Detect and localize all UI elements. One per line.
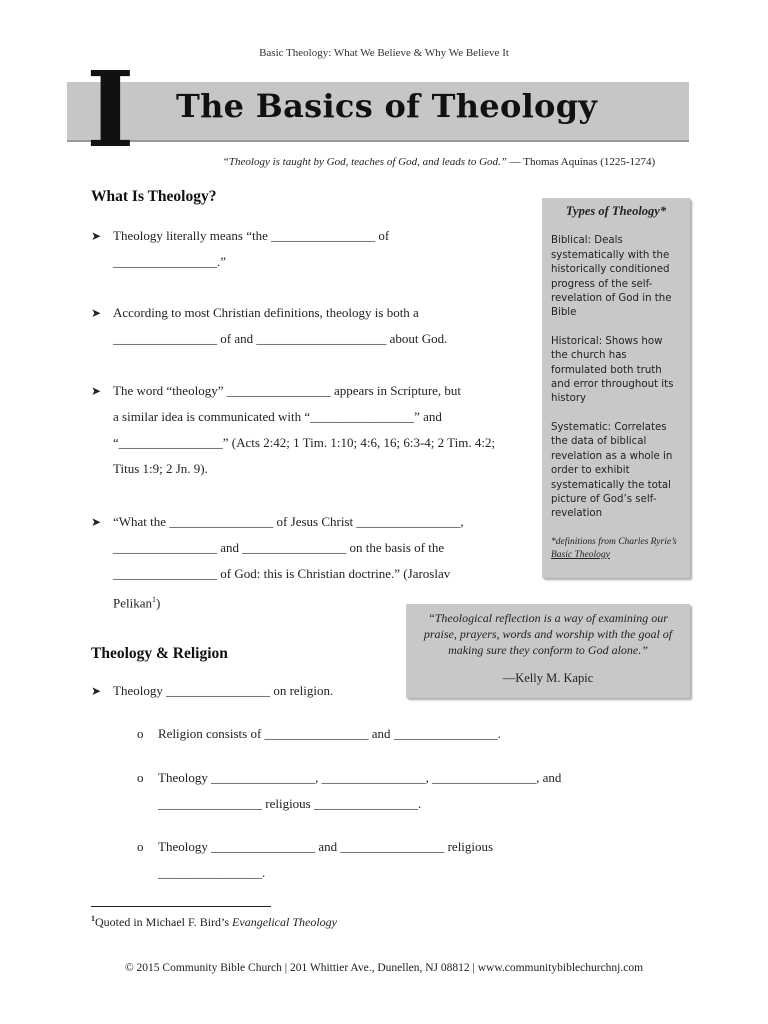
bullet-text: ) — [156, 595, 161, 611]
sidebar-note — [551, 536, 681, 562]
bullet-item — [91, 378, 531, 482]
bullet-line: The word “theology” ________________ appears in Scripture, but — [113, 383, 462, 398]
arrow-bullet-icon: ➤ — [91, 306, 102, 320]
footnote-ref: 1 — [152, 595, 156, 604]
bullet-text: Pelikan — [113, 595, 152, 611]
sub-bullet-item — [137, 834, 617, 886]
epigraph-attribution: — Thomas Aquinas (1225-1274) — [506, 156, 656, 168]
sidebar-title: Types of Theology* — [565, 204, 667, 218]
footnote-divider — [91, 906, 271, 907]
bullet-line: ________________ and ________________ on the basis of the — [113, 540, 445, 555]
circle-bullet-icon: o — [137, 726, 144, 741]
kapic-quote-box — [406, 604, 690, 698]
epigraph-text: “Theology is taught by God, teaches of God, and leads to God.” — [222, 156, 507, 168]
bullet-line: According to most Christian definitions, theology is both a — [113, 305, 419, 320]
types-of-theology-sidebar — [542, 198, 690, 578]
sub-bullet-item — [137, 765, 617, 817]
section-heading-what-is-theology: What Is Theology? — [91, 188, 217, 205]
bullet-item — [91, 509, 531, 616]
sub-bullet-line: Religion consists of ________________ and ________________. — [158, 726, 502, 741]
bullet-line: ________________ of God: this is Christian doctrine.” (Jaroslav — [113, 566, 451, 581]
page-footer: © 2015 Community Bible Church | 201 Whittier Ave., Dunellen, NJ 08812 | www.communitybiblechurchnj.com — [124, 962, 644, 974]
bullet-line: “What the ________________ of Jesus Christ ________________, — [113, 514, 464, 529]
sidebar-note-book: Basic Theology — [551, 549, 610, 560]
kapic-quote: “Theological reflection is a way of examining our praise, prayers, words and worship with the goal of making sure they conform to God alone.” — [423, 611, 673, 657]
sidebar-biblical: Biblical: Deals systematically with the historically conditioned progress of the self-revelation of God in the Bible — [551, 235, 672, 319]
bullet-line: Theology ________________ on religion. — [113, 683, 334, 698]
bullet-line: ________________.” — [113, 254, 227, 269]
bullet-line: ________________ of and ____________________ about God. — [113, 331, 448, 346]
circle-bullet-icon: o — [137, 839, 144, 854]
bullet-line: Titus 1:9; 2 Jn. 9). — [113, 461, 208, 476]
arrow-bullet-icon: ➤ — [91, 684, 102, 698]
bullet-item — [91, 223, 531, 275]
epigraph — [0, 156, 768, 168]
arrow-bullet-icon: ➤ — [91, 384, 102, 398]
sidebar-note-text: *definitions from Charles Ryrie’s — [551, 536, 677, 547]
bullet-line: “________________” (Acts 2:42; 1 Tim. 1:10; 4:6, 16; 6:3-4; 2 Tim. 4:2; — [113, 435, 496, 450]
sub-bullet-line: Theology ________________ and ________________ religious — [158, 839, 494, 854]
sidebar-historical: Historical: Shows how the church has formulated both truth and error throughout its history — [551, 335, 674, 405]
sidebar-systematic: Systematic: Correlates the data of biblical revelation as a whole in order to exhibit systematically the total picture of God’s self-revelation — [551, 421, 673, 520]
bullet-line: a similar idea is communicated with “________________” and — [113, 409, 442, 424]
footnote — [91, 914, 337, 930]
arrow-bullet-icon: ➤ — [91, 515, 102, 529]
circle-bullet-icon: o — [137, 770, 144, 785]
sub-bullet-line: Theology ________________, ________________, ________________, and — [158, 770, 562, 785]
sub-bullet-line: ________________. — [158, 865, 266, 880]
bullet-item — [91, 300, 531, 352]
sub-bullet-item — [137, 721, 617, 747]
chapter-numeral: I — [86, 48, 135, 171]
footnote-marker: 1 — [91, 914, 95, 923]
footnote-text: Quoted in Michael F. Bird’s — [95, 915, 233, 929]
sub-bullet-line: ________________ religious ________________. — [158, 796, 422, 811]
section-heading-theology-religion: Theology & Religion — [91, 645, 228, 662]
arrow-bullet-icon: ➤ — [91, 229, 102, 243]
bullet-line: Theology literally means “the ________________ of — [113, 228, 390, 243]
running-header: Basic Theology: What We Believe & Why We Believe It — [259, 47, 509, 59]
kapic-author: —Kelly M. Kapic — [502, 671, 594, 685]
footnote-book: Evangelical Theology — [232, 915, 338, 929]
chapter-title: The Basics of Theology — [176, 87, 598, 125]
